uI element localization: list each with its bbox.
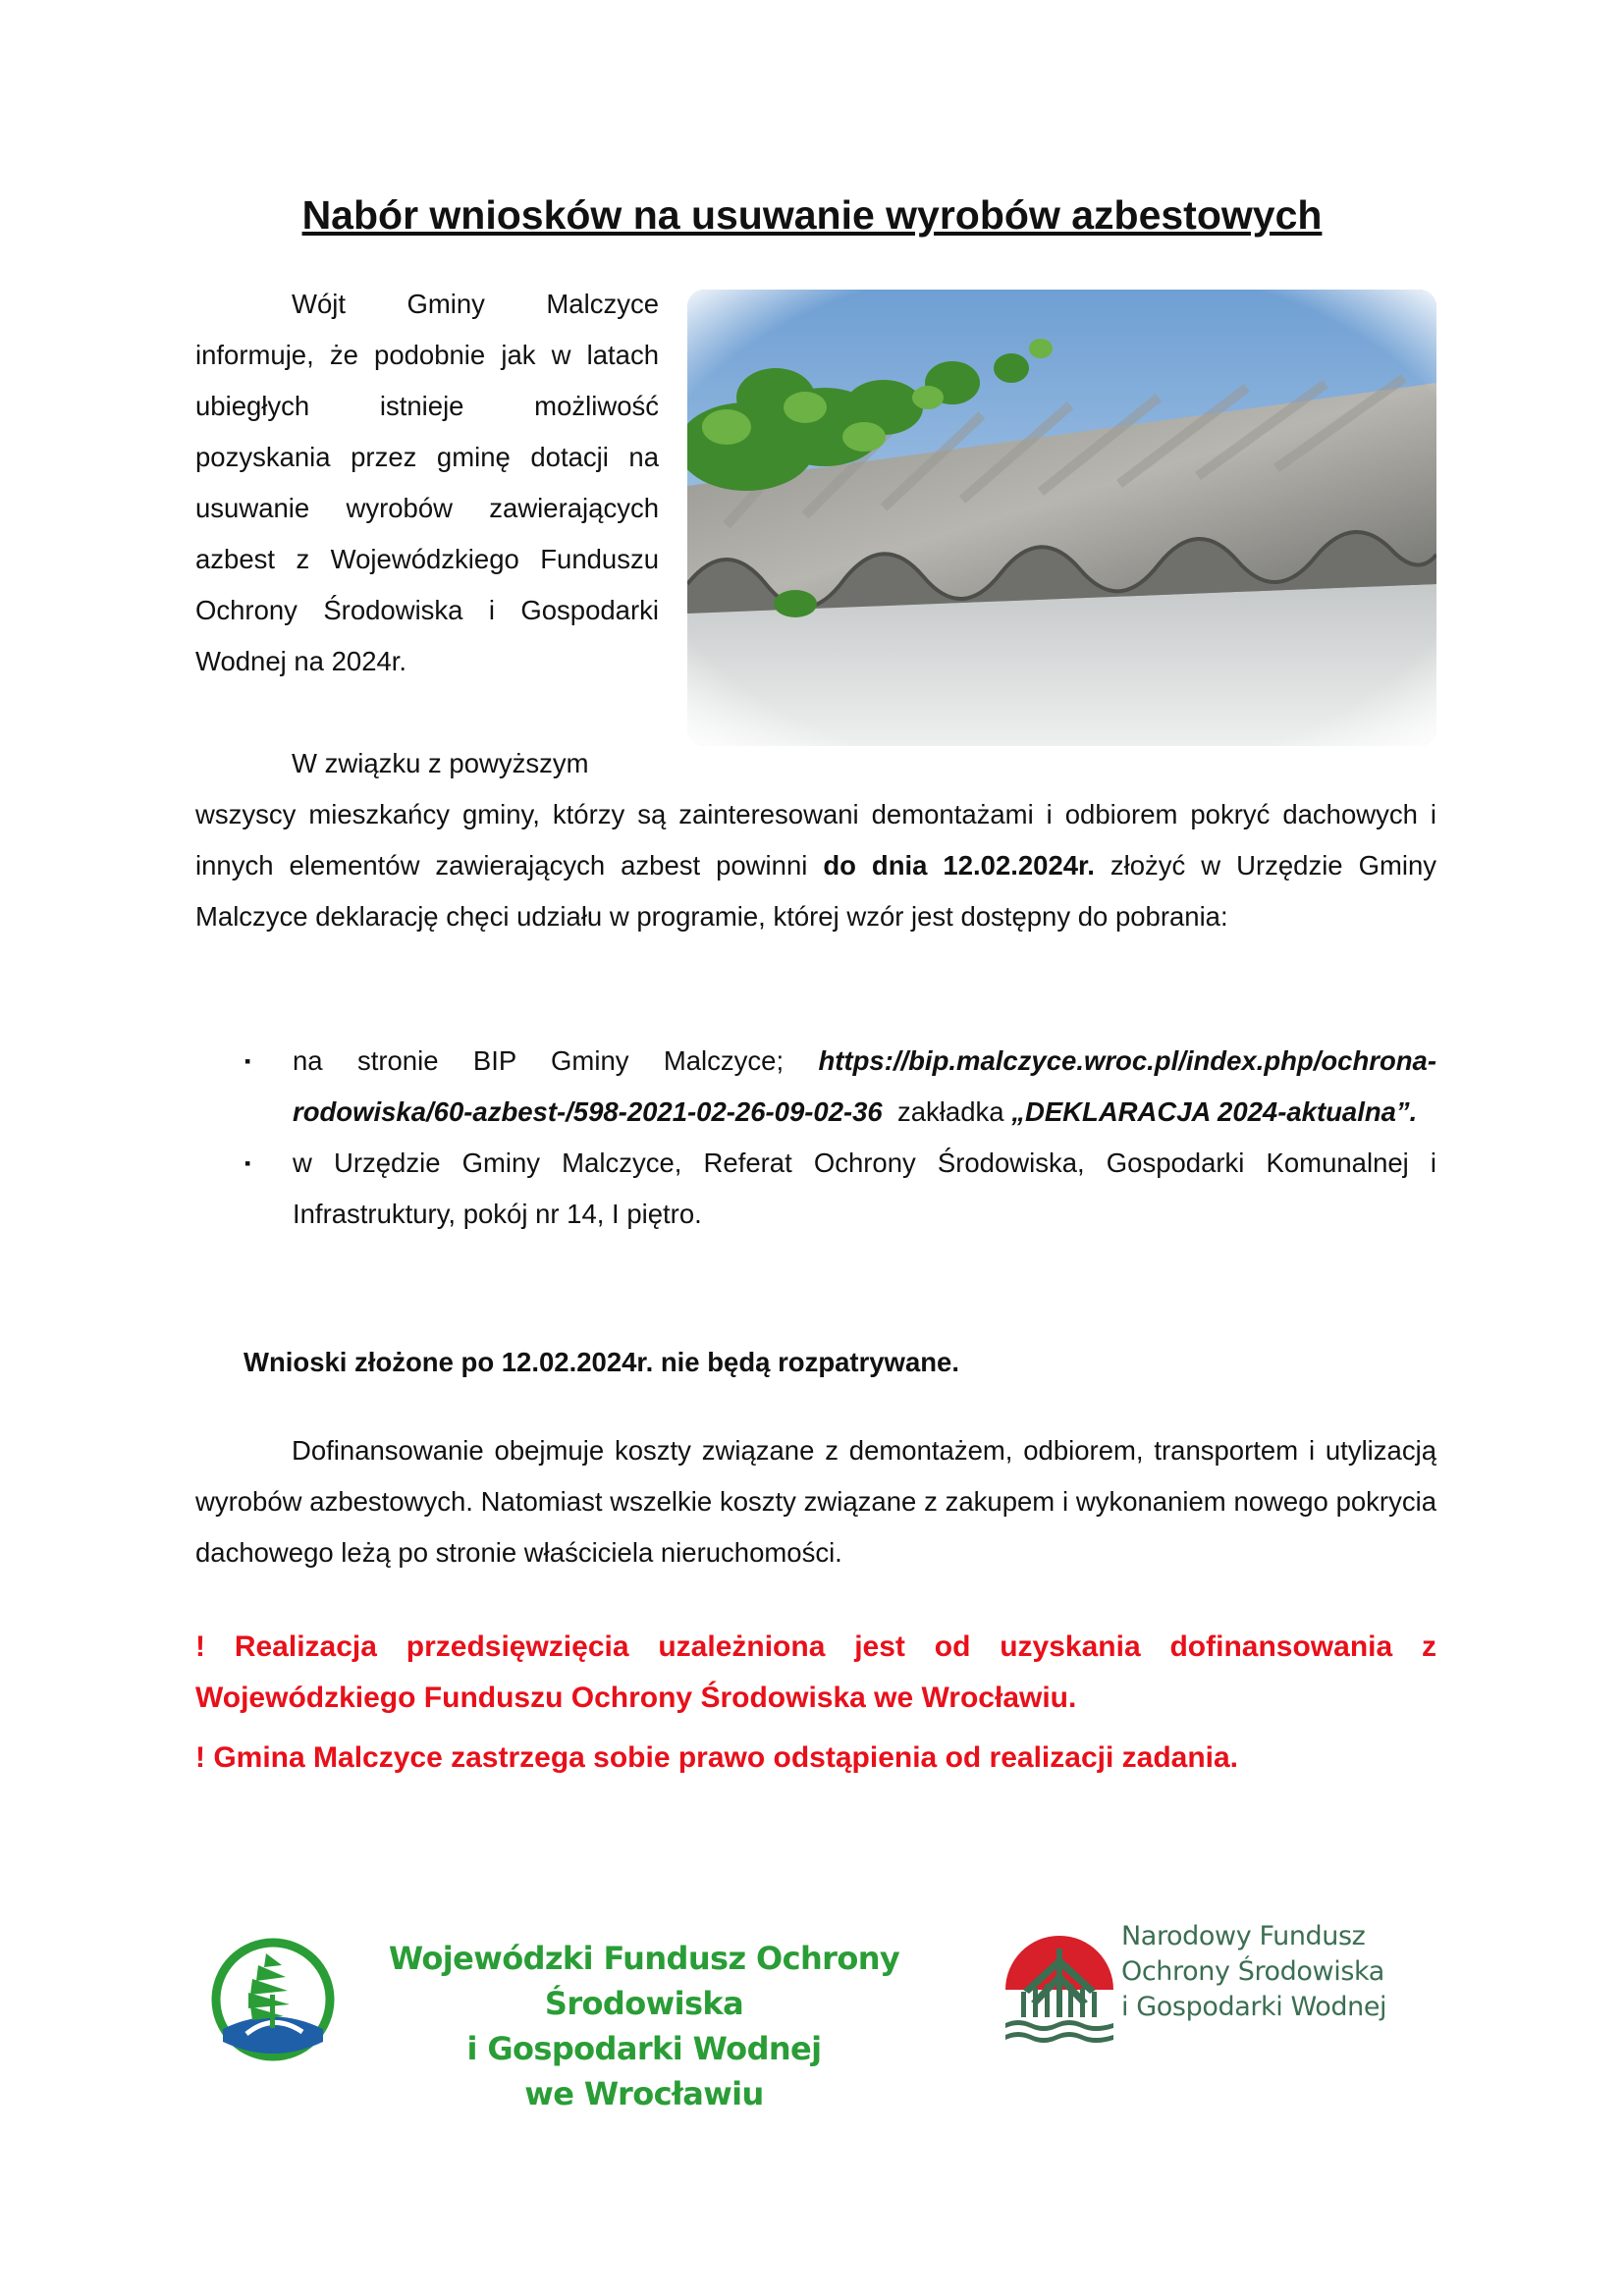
bullet-icon: ▪ [244,1051,251,1071]
download-options-list [195,1036,1436,1240]
nfosigw-emblem-icon [1003,1919,1116,2047]
paragraph-2-opening: W związku z powyższym [292,748,589,778]
paragraph-3: Dofinansowanie obejmuje koszty związane z demontażem, odbiorem, transportem i utylizacją wyrobów azbestowych. Natomiast wszelkie koszty związane z zakupem i wykonaniem nowego pokrycia dachowego leżą po stronie właściciela nieruchomości. [195,1435,1436,1568]
nfosigw-name: Narodowy Fundusz Ochrony Środowiska i Gospodarki Wodnej [1121,1921,1387,2022]
list-item: ▪ w Urzędzie Gminy Malczyce, Referat Ochrony Środowiska, Gospodarki Komunalnej i Infrastruktury, pokój nr 14, I piętro. [195,1138,1436,1240]
deadline-note: Wnioski złożone po 12.02.2024r. nie będą rozpatrywane. [244,1347,959,1377]
warning-withdrawal: ! Gmina Malczyce zastrzega sobie prawo odstąpienia od realizacji zadania. [195,1741,1239,1774]
declaration-tab-name: „DEKLARACJA 2024-aktualna”. [1011,1096,1418,1127]
nfosigw-logo [1003,1919,1416,2052]
wfosigw-emblem-icon [209,1936,337,2073]
list-item: ▪ na stronie BIP Gminy Malczyce; https://bip.malczyce.wroc.pl/index.php/ochrona-rodowiska/60-azbest-/598-2021-02-26-09-02-36 zakładka „DEKLARACJA 2024-aktualna”. [195,1036,1436,1138]
intro-paragraph [195,279,659,687]
wfosigw-name: Wojewódzki Fundusz Ochrony Środowiska i Gospodarki Wodnej we Wrocławiu [388,1940,900,2112]
asbestos-roof-photo [687,290,1436,746]
wfosigw-logo [209,1936,936,2112]
page-title: Nabór wniosków na usuwanie wyrobów azbestowych [301,192,1323,238]
paragraph-2: wszyscy mieszkańcy gminy, którzy są zainteresowani demontażami i odbiorem pokryć dachowych i innych elementów zawierających azbest powinni do dnia 12.02.2024r. złożyć w Urzędzie Gminy Malczyce deklarację chęci udziału w programie, której wzór jest dostępny do pobrania: [195,799,1437,932]
bullet-icon: ▪ [244,1153,251,1173]
deadline-date: do dnia 12.02.2024r. [823,850,1095,881]
bip-link[interactable]: https://bip.malczyce.wroc.pl/index.php/ochrona-rodowiska/60-azbest-/598-2021-02-26-09-02-36 [293,1045,1437,1127]
intro-text: Wójt Gminy Malczyce informuje, że podobnie jak w latach ubiegłych istnieje możliwość pozyskania przez gminę dotacji na usuwanie wyrobów zawierających azbest z Wojewódzkiego Funduszu Ochrony Środowiska i Gospodarki Wodnej na 2024r. [195,289,659,676]
warning-funding: ! Realizacja przedsięwzięcia uzależniona jest od uzyskania dofinansowania z Wojewódzkiego Funduszu Ochrony Środowiska we Wrocławiu. [195,1630,1436,1714]
